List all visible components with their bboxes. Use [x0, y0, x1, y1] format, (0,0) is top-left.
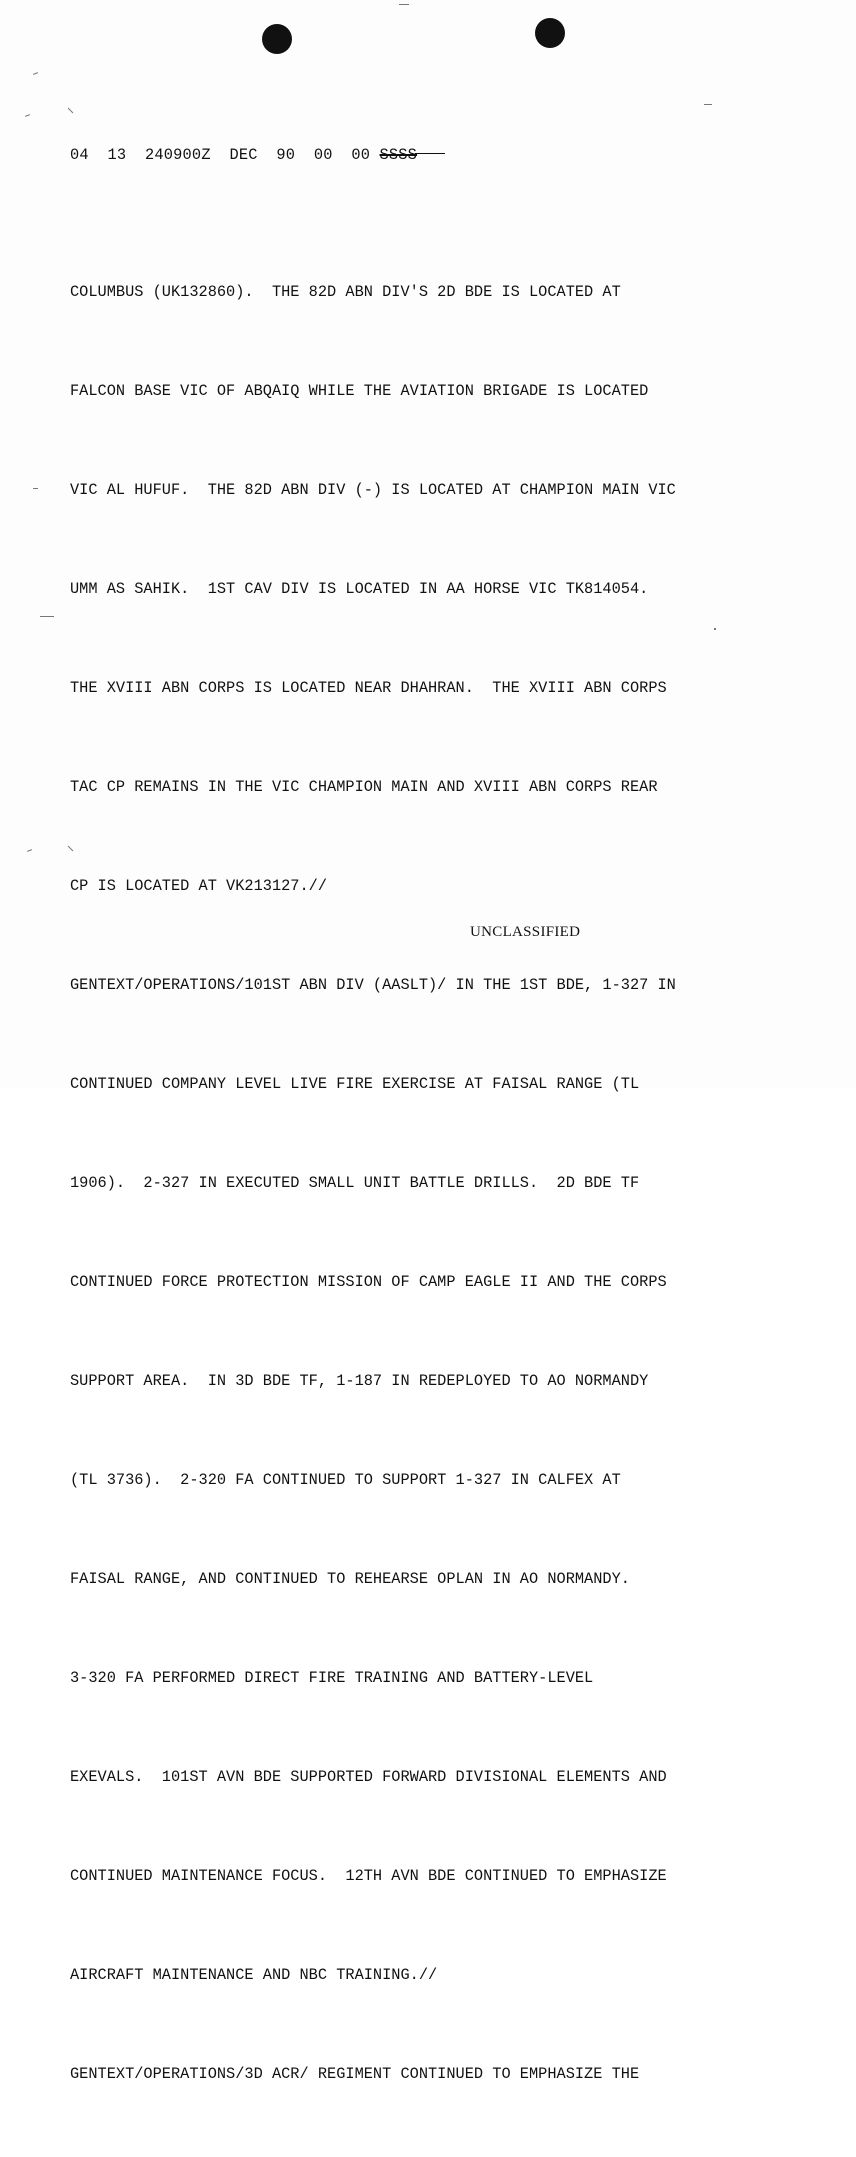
scan-speck [25, 114, 30, 117]
scan-speck [33, 72, 38, 75]
body-line: 3-320 FA PERFORMED DIRECT FIRE TRAINING AND BATTERY-LEVEL [70, 1669, 594, 1687]
scan-speck [40, 616, 54, 617]
body-line: SUPPORT AREA. IN 3D BDE TF, 1-187 IN REDEPLOYED TO AO NORMANDY [70, 1372, 649, 1390]
body-line: GENTEXT/OPERATIONS/3D ACR/ REGIMENT CONTINUED TO EMPHASIZE THE [70, 2065, 640, 2083]
body-line: CP IS LOCATED AT VK213127.// [70, 877, 328, 895]
body-line: EXEVALS. 101ST AVN BDE SUPPORTED FORWARD DIVISIONAL ELEMENTS AND [70, 1768, 667, 1786]
message-body [70, 210, 676, 2157]
scan-speck [27, 849, 32, 852]
strikethrough-line [415, 153, 445, 154]
body-line: 1906). 2-327 IN EXECUTED SMALL UNIT BATTLE DRILLS. 2D BDE TF [70, 1174, 640, 1192]
scan-speck [399, 4, 409, 5]
body-line: FALCON BASE VIC OF ABQAIQ WHILE THE AVIATION BRIGADE IS LOCATED [70, 382, 649, 400]
message-header [70, 146, 445, 164]
body-line: CONTINUED MAINTENANCE FOCUS. 12TH AVN BDE CONTINUED TO EMPHASIZE [70, 1867, 667, 1885]
header-fields: 04 13 240900Z DEC 90 00 00 [70, 146, 380, 164]
body-line: THE XVIII ABN CORPS IS LOCATED NEAR DHAHRAN. THE XVIII ABN CORPS [70, 679, 667, 697]
punch-hole-right [535, 18, 565, 48]
body-line: FAISAL RANGE, AND CONTINUED TO REHEARSE OPLAN IN AO NORMANDY. [70, 1570, 630, 1588]
body-line: UMM AS SAHIK. 1ST CAV DIV IS LOCATED IN AA HORSE VIC TK814054. [70, 580, 649, 598]
struck-classification-code: SSSS [379, 146, 418, 164]
scan-speck [714, 628, 716, 630]
body-line: (TL 3736). 2-320 FA CONTINUED TO SUPPORT 1-327 IN CALFEX AT [70, 1471, 621, 1489]
scan-speck [704, 104, 712, 105]
scan-speck [68, 108, 74, 114]
body-line: AIRCRAFT MAINTENANCE AND NBC TRAINING.// [70, 1966, 438, 1984]
scan-speck [33, 488, 38, 489]
classification-marking: UNCLASSIFIED [470, 924, 581, 940]
body-line: CONTINUED FORCE PROTECTION MISSION OF CAMP EAGLE II AND THE CORPS [70, 1273, 667, 1291]
body-line: COLUMBUS (UK132860). THE 82D ABN DIV'S 2D BDE IS LOCATED AT [70, 283, 621, 301]
body-line: CONTINUED COMPANY LEVEL LIVE FIRE EXERCISE AT FAISAL RANGE (TL [70, 1075, 640, 1093]
punch-hole-left [262, 24, 292, 54]
body-line: TAC CP REMAINS IN THE VIC CHAMPION MAIN AND XVIII ABN CORPS REAR [70, 778, 658, 796]
body-line: GENTEXT/OPERATIONS/101ST ABN DIV (AASLT)/ IN THE 1ST BDE, 1-327 IN [70, 976, 676, 994]
body-line: VIC AL HUFUF. THE 82D ABN DIV (-) IS LOCATED AT CHAMPION MAIN VIC [70, 481, 676, 499]
